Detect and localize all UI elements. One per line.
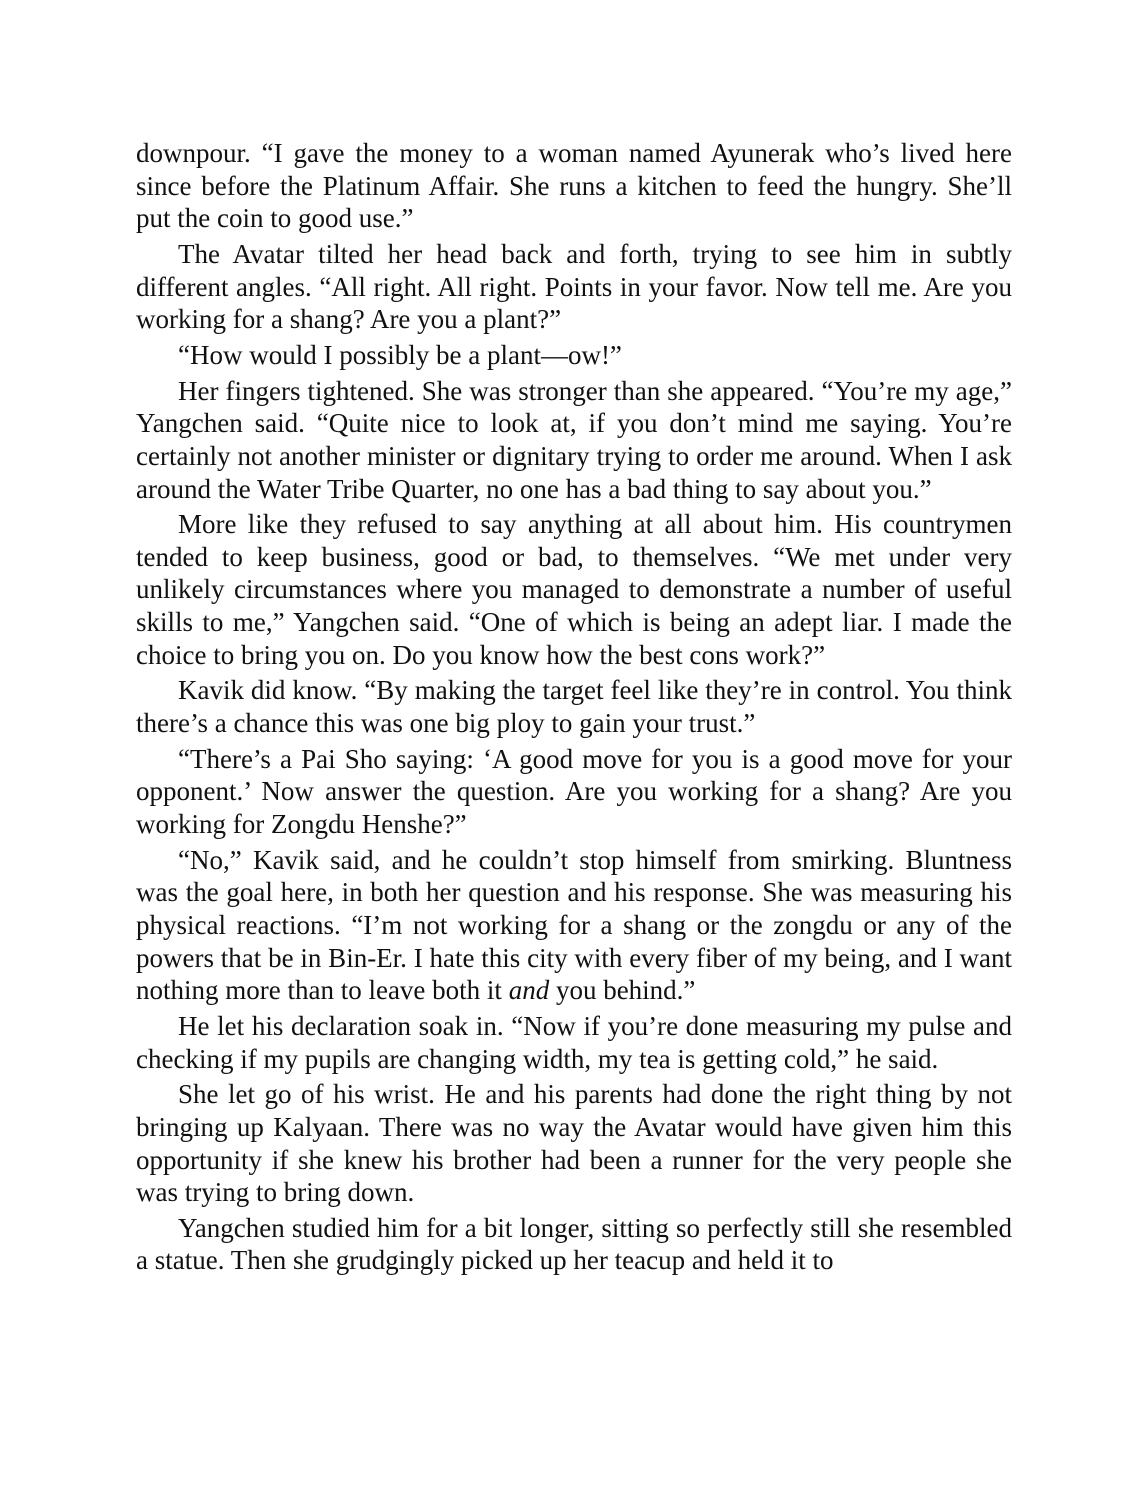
paragraph	[136, 844, 1012, 1007]
paragraph: Her fingers tightened. She was stronger than she appeared. “You’re my age,” Yangchen said. “Quite nice to look at, if you don’t mind me saying. You’re certainly not another minister or dignitary trying to order me around. When I ask around the Water Tribe Quarter, no one has a bad thing to say about you.”	[136, 375, 1012, 504]
paragraph: Yangchen studied him for a bit longer, sitting so perfectly still she resembled a statue. Then she grudgingly picked up her teacup and held it to	[136, 1212, 1012, 1276]
emphasized-word: and	[508, 975, 550, 1006]
paragraph: downpour. “I gave the money to a woman named Ayunerak who’s lived here since before the Platinum Affair. She runs a kitchen to feed the hungry. She’ll put the coin to good use.”	[136, 138, 1012, 234]
book-page	[136, 137, 1012, 1280]
paragraph: He let his declaration soak in. “Now if you’re done measuring my pulse and checking if my pupils are changing width, my tea is getting cold,” he said.	[136, 1010, 1012, 1074]
paragraph: “How would I possibly be a plant—ow!”	[178, 339, 622, 370]
paragraph-text: you behind.”	[549, 975, 696, 1006]
paragraph-text: “No,” Kavik said, and he couldn’t stop himself from smirking. Bluntness was the goal here, in both her question and his response. She was measuring his physical reactions. “I’m not working for a shang or the zongdu or any of the powers that be in Bin-Er. I hate this city with every fiber of my being, and I want nothing more than to leave both it	[136, 844, 1012, 1006]
paragraph: Kavik did know. “By making the target feel like they’re in control. You think there’s a chance this was one big ploy to gain your trust.”	[136, 675, 1012, 739]
paragraph: She let go of his wrist. He and his parents had done the right thing by not bringing up Kalyaan. There was no way the Avatar would have given him this opportunity if she knew his brother had been a runner for the very people she was trying to bring down.	[136, 1079, 1012, 1208]
paragraph: “There’s a Pai Sho saying: ‘A good move for you is a good move for your opponent.’ Now answer the question. Are you working for a shang? Are you working for Zongdu Henshe?”	[136, 743, 1012, 839]
paragraph: The Avatar tilted her head back and forth, trying to see him in subtly different angles. “All right. All right. Points in your favor. Now tell me. Are you working for a shang? Are you a plant?”	[136, 238, 1012, 335]
paragraph: More like they refused to say anything at all about him. His countrymen tended to keep business, good or bad, to themselves. “We met under very unlikely circumstances where you managed to demonstrate a number of useful skills to me,” Yangchen said. “One of which is being an adept liar. I made the choice to bring you on. Do you know how the best cons work?”	[136, 509, 1012, 670]
